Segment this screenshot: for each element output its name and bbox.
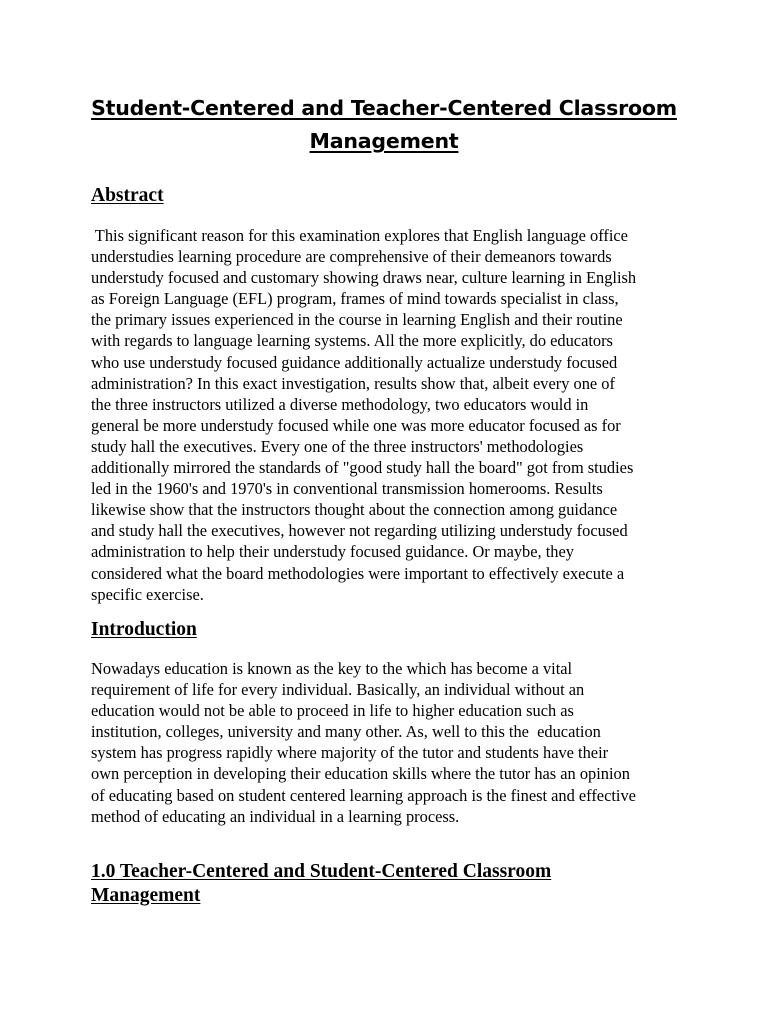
abstract-paragraph — [91, 225, 691, 605]
introduction-paragraph — [91, 658, 691, 827]
section-heading-line: Management — [91, 885, 201, 906]
text-line: education would not be able to proceed in life to higher education such as — [91, 701, 574, 721]
section-1-heading — [91, 860, 551, 908]
text-line: This significant reason for this examination explores that English language office — [91, 226, 628, 245]
text-line: system has progress rapidly where majority of the tutor and students have their — [91, 743, 609, 763]
title-line: Management — [309, 129, 459, 153]
text-line: as Foreign Language (EFL) program, frames of mind towards specialist in class, — [91, 289, 619, 309]
text-line: Nowadays education is known as the key to the which has become a vital — [91, 659, 573, 678]
title-line: Student-Centered and Teacher-Centered Classroom — [91, 96, 677, 120]
text-line: own perception in developing their education skills where the tutor has an opinion — [91, 764, 630, 784]
text-line: likewise show that the instructors thought about the connection among guidance — [91, 500, 618, 520]
text-line: and study hall the executives, however not regarding utilizing understudy focused — [91, 521, 628, 541]
text-line: considered what the board methodologies were important to effectively execute a — [91, 563, 625, 583]
abstract-heading: Abstract — [91, 185, 164, 206]
text-line: understudies learning procedure are comprehensive of their demeanors towards — [91, 247, 612, 267]
text-line: understudy focused and customary showing draws near, culture learning in English — [91, 268, 637, 288]
introduction-heading: Introduction — [91, 619, 197, 640]
text-line: specific exercise. — [91, 584, 204, 604]
text-line: who use understudy focused guidance additionally actualize understudy focused — [91, 352, 618, 372]
text-line: general be more understudy focused while one was more educator focused as for — [91, 415, 621, 435]
text-line: led in the 1960's and 1970's in conventional transmission homerooms. Results — [91, 479, 603, 499]
text-line: administration to help their understudy focused guidance. Or maybe, they — [91, 542, 574, 562]
text-line: method of educating an individual in a learning process. — [91, 806, 460, 826]
text-line: additionally mirrored the standards of "good study hall the board" got from studies — [91, 458, 634, 478]
text-line: the three instructors utilized a diverse methodology, two educators would in — [91, 394, 589, 414]
section-heading-line: 1.0 Teacher-Centered and Student-Centered Classroom — [91, 861, 552, 882]
text-line: administration? In this exact investigation, results show that, albeit every one of — [91, 373, 615, 393]
text-line: of educating based on student centered learning approach is the finest and effective — [91, 785, 636, 805]
page-title — [60, 92, 708, 158]
text-line: the primary issues experienced in the course in learning English and their routine — [91, 310, 623, 330]
text-line: study hall the executives. Every one of the three instructors' methodologies — [91, 436, 584, 456]
text-line: institution, colleges, university and many other. As, well to this the education — [91, 722, 601, 742]
text-line: requirement of life for every individual. Basically, an individual without an — [91, 680, 585, 700]
text-line: with regards to language learning systems. All the more explicitly, do educators — [91, 331, 613, 351]
